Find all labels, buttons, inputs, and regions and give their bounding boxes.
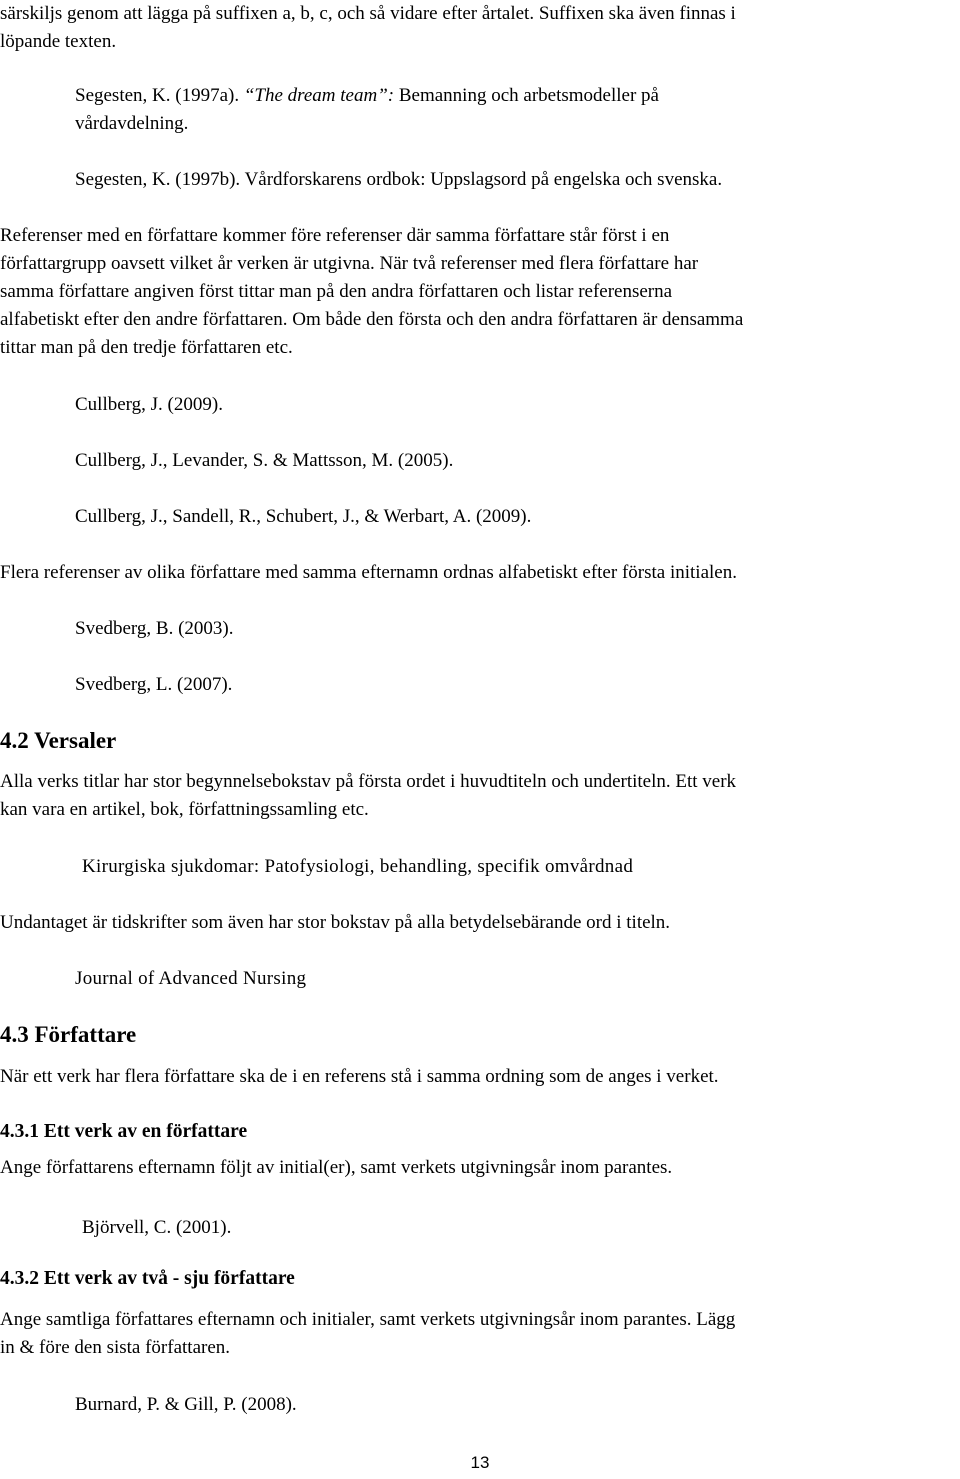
- subsection-heading-432: 4.3.2 Ett verk av två - sju författare: [0, 1268, 295, 1289]
- paragraph-line: Ange författarens efternamn följt av initial(er), samt verkets utgivningsår inom parantes.: [0, 1157, 673, 1178]
- reference-cullberg-1: Cullberg, J. (2009).: [75, 394, 223, 415]
- paragraph-line: Undantaget är tidskrifter som även har stor bokstav på alla betydelsebärande ord i titeln.: [0, 912, 671, 933]
- ref-author: Segesten, K. (1997a).: [75, 85, 244, 106]
- paragraph-line: Alla verks titlar har stor begynnelsebokstav på första ordet i huvudtiteln och undertiteln. Ett verk: [0, 771, 737, 792]
- reference-segesten-b: Segesten, K. (1997b). Vårdforskarens ordbok: Uppslagsord på engelska och svenska.: [75, 169, 723, 190]
- paragraph-line: samma författare angiven först tittar man på den andra författaren och listar referenserna: [0, 281, 673, 302]
- ref-title-rest: Bemanning och arbetsmodeller på: [394, 85, 659, 106]
- reference-segesten-a: [75, 82, 659, 109]
- reference-bjorvell: Björvell, C. (2001).: [82, 1217, 232, 1238]
- paragraph-line: Ange samtliga författares efternamn och initialer, samt verkets utgivningsår inom parantes. Lägg: [0, 1309, 736, 1330]
- paragraph-line: författargrupp oavsett vilket år verken är utgivna. När två referenser med flera författare har: [0, 253, 699, 274]
- reference-cullberg-2: Cullberg, J., Levander, S. & Mattsson, M. (2005).: [75, 450, 454, 471]
- section-heading-forfattare: 4.3 Författare: [0, 1022, 137, 1047]
- reference-continuation: vårdavdelning.: [75, 113, 189, 134]
- example-journal-title: Journal of Advanced Nursing: [75, 968, 307, 989]
- paragraph-line: in & före den sista författaren.: [0, 1337, 231, 1358]
- reference-cullberg-3: Cullberg, J., Sandell, R., Schubert, J., & Werbart, A. (2009).: [75, 506, 532, 527]
- reference-svedberg-b: Svedberg, B. (2003).: [75, 618, 234, 639]
- paragraph-line: tittar man på den tredje författaren etc.: [0, 337, 293, 358]
- page-number: 13: [470, 1453, 490, 1472]
- paragraph-line: löpande texten.: [0, 31, 117, 52]
- paragraph-line: särskiljs genom att lägga på suffixen a, b, c, och så vidare efter årtalet. Suffixen ska även finnas i: [0, 3, 736, 24]
- ref-title-italic: “The dream team”:: [243, 85, 395, 106]
- paragraph-line: kan vara en artikel, bok, författningssamling etc.: [0, 799, 369, 820]
- paragraph-line: alfabetiskt efter den andre författaren. Om både den första och den andra författaren är densamma: [0, 309, 744, 330]
- paragraph-line: Referenser med en författare kommer före referenser där samma författare står först i en: [0, 225, 670, 246]
- reference-svedberg-l: Svedberg, L. (2007).: [75, 674, 233, 695]
- subsection-heading-431: 4.3.1 Ett verk av en författare: [0, 1121, 248, 1142]
- example-title: Kirurgiska sjukdomar: Patofysiologi, behandling, specifik omvårdnad: [82, 856, 634, 877]
- section-heading-versaler: 4.2 Versaler: [0, 728, 117, 753]
- reference-burnard: Burnard, P. & Gill, P. (2008).: [75, 1394, 297, 1415]
- paragraph-line: När ett verk har flera författare ska de i en referens stå i samma ordning som de anges i verket.: [0, 1066, 719, 1087]
- paragraph-line: Flera referenser av olika författare med samma efternamn ordnas alfabetiskt efter första initialen.: [0, 562, 737, 583]
